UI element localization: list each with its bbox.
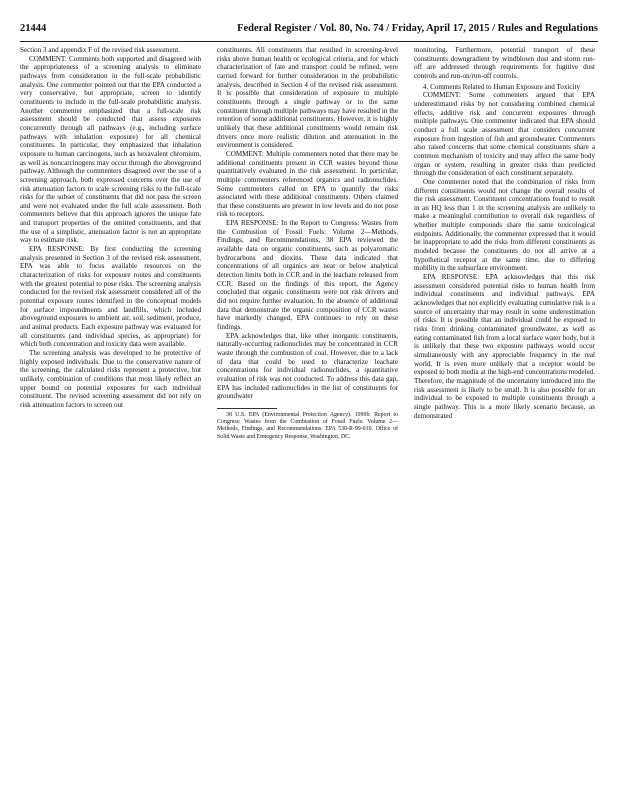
page-number: 21444	[20, 23, 47, 34]
column-1	[20, 46, 201, 410]
paragraph: One commenter noted that the combination of risks from different constituents would not change the overall results of the risk assessment. Constituent concentrations found to result in an HQ less than 1 in the screening analysis are unlikely to make a meaningful contribution to overall risk regardless of whether multiple compounds share the same toxicological endpoints. Additionally, the commenter expressed that it would be inappropriate to add the risks from different constituents as modeled because the constituents do not all arrive at a hypothetical receptor at the same time, due to differing mobility in the subsurface environment.	[414, 177, 595, 273]
paragraph: constituents. All constituents that resulted in screening-level risks above human health or ecological criteria, and for which characterization of fate and transport could be refined, were carried forward for further consideration in the probabilistic analysis, described in Section 4 of the revised risk assessment. It is possible that consideration of exposure to multiple constituents through a single pathway or to the same constituent through multiple pathways may have resulted in the retention of some additional constituents. However, it is highly unlikely that these additional constituents would remain risk drivers once more realistic dilution and attenuation in the environment is considered.	[217, 46, 398, 150]
paragraph: EPA RESPONSE: EPA acknowledges that this risk assessment considered potential risks to human health from individual constituents and individual pathways. EPA acknowledges that not explicitly evaluating cumulative risk is a source of uncertainty that may result in some underestimation of risks. It is possible that an individual could be exposed to risks from drinking contaminated groundwater, as well as eating contaminated fish from a local surface water body, but it is unlikely that these two exposure pathways would occur simultaneously with any appreciable frequency in the real world. It is even more unlikely that a receptor would be exposed to both media at the high-end concentrations modeled. Therefore, the magnitude of the uncertainty introduced into the risk assessment is likely to be small. It is also possible for an individual to be exposed to multiple constituents through a single pathway. This is a more likely scenario because, as demonstrated	[414, 273, 595, 420]
column-3	[414, 46, 595, 420]
footnote-rule	[217, 408, 277, 409]
column-2	[217, 46, 398, 441]
page-header	[20, 23, 598, 37]
paragraph: EPA RESPONSE: By first conducting the screening analysis presented in Section 3 of the revised risk assessment, EPA was able to focus available resources on the characterization of risks for exposure routes and constituents with the greatest potential to pose risks. The screening analysis conducted for the revised risk assessment considered all of the potential exposure routes identified in the conceptual models for surface impoundments and landfills, which included aboveground exposures to ambient air, soil, sediment, produce, and animal products. Each exposure pathway was evaluated for all constituents (and individual species, as appropriate) for which both concentration and toxicity data were available.	[20, 245, 201, 349]
paragraph: COMMENT: Comments both supported and disagreed with the appropriateness of a screening analysis to eliminate pathways from consideration in the full-scale probabilistic analysis. One commenter pointed out that the EPA conducted a very conservative, but appropriate, screen to identify constituents to include in the full-scale probabilistic analysis. Another commenter emphasized that a full-scale risk assessment should be conducted that assess exposures concurrently through all pathways (e.g., including surface pathways with inhalation exposure) for all chemical constituents. In particular, they emphasized that inhalation exposure to human carcinogens, such as hexavalent chromium, as well as noncarcinogens may occur through the aboveground pathway. Although the commenters disagreed over the use of a screening approach, both expressed concerns over the use of risk attenuation factors to scale screening risks to the full-scale risks for the subset of constituents that did not pass the screen and were not evaluated under the full scale assessment. Both commenters believe that this approach ignores the unique fate and transport properties of the omitted constituents, and that the use of a simplistic, attenuation factor is not an appropriate way to estimate risk.	[20, 54, 201, 245]
footnote: 38 U.S. EPA (Environmental Protection Agency). 1999b. Report to Congress: Wastes from the Combustion of Fossil Fuels: Volume 2—Methods, Findings, and Recommendations. EPA 530-R-99-010. Office of Solid Waste and Emergency Response, Washington, DC.	[217, 411, 398, 440]
paragraph: COMMENT: Multiple commenters noted that there may be additional constituents present in CCR wastes beyond those quantitatively evaluated in the risk assessment. In particular, multiple commenters referenced organics and radionuclides. Some commenters called on EPA to quantify the risks associated with these additional constituents. Others claimed that these constituents are present in low levels and do not pose risk to receptors.	[217, 149, 398, 219]
header-rule	[20, 41, 598, 42]
paragraph: COMMENT: Some commenters argued that EPA underestimated risks by not considering combined chemical effects, additive risk and concurrent exposures through multiple pathways. One commenter indicated that EPA should conduct a full scale assessment that considers concurrent exposure from ingestion of fish and groundwater. Commenters also raised concerns that some chemical constituents share a common mechanism of toxicity and may affect the same body organ or system, resulting in greater risks than predicted through the consideration of each constituent separately.	[414, 91, 595, 178]
paragraph: monitoring. Furthermore, potential transport of these constituents downgradient by windblown dust and storm run-off are addressed through requirements for fugitive dust controls and run-on/run-off controls.	[414, 46, 595, 80]
paragraph: The screening analysis was developed to be protective of highly exposed individuals. Due to the conservative nature of the screening, the calculated risks represent a protective, but unlikely, combination of conditions that most likely reflect an upper bound on potential exposures for each individual constituent. The revised screening assessment did not rely on risk attenuation factors to screen out	[20, 348, 201, 409]
running-title: Federal Register / Vol. 80, No. 74 / Friday, April 17, 2015 / Rules and Regulations	[237, 23, 598, 34]
paragraph: Section 3 and appendix F of the revised risk assessment.	[20, 46, 180, 54]
paragraph: EPA RESPONSE: In the Report to Congress: Wastes from the Combustion of Fossil Fuels: Volume 2—Methods, Findings, and Recommendations, 38 EPA reviewed the available data on organic constituents, such as polyaromatic hydrocarbons and dioxins. These data indicated that concentrations of all organics are near or below analytical detection limits both in CCR and in the leachate released from CCR. Based on the findings of this report, the Agency concluded that organic constituents were not risk drivers and did not require further evaluation. In the absence of additional data that demonstrate the organic composition of CCR wastes have markedly changed, EPA continues to rely on these findings.	[217, 219, 398, 331]
section-heading: 4. Comments Related to Human Exposure and Toxicity	[423, 82, 580, 91]
paragraph: EPA acknowledges that, like other inorganic constituents, naturally-occurring radionuclides may be concentrated in CCR waste through the combustion of coal. However, due to a lack of data that could be used to characterize leachate concentrations for individual radionuclides, a quantitative evaluation of risk was not conducted. To address this data gap, EPA has included radionuclides in the list of constituents for groundwater	[217, 331, 398, 401]
